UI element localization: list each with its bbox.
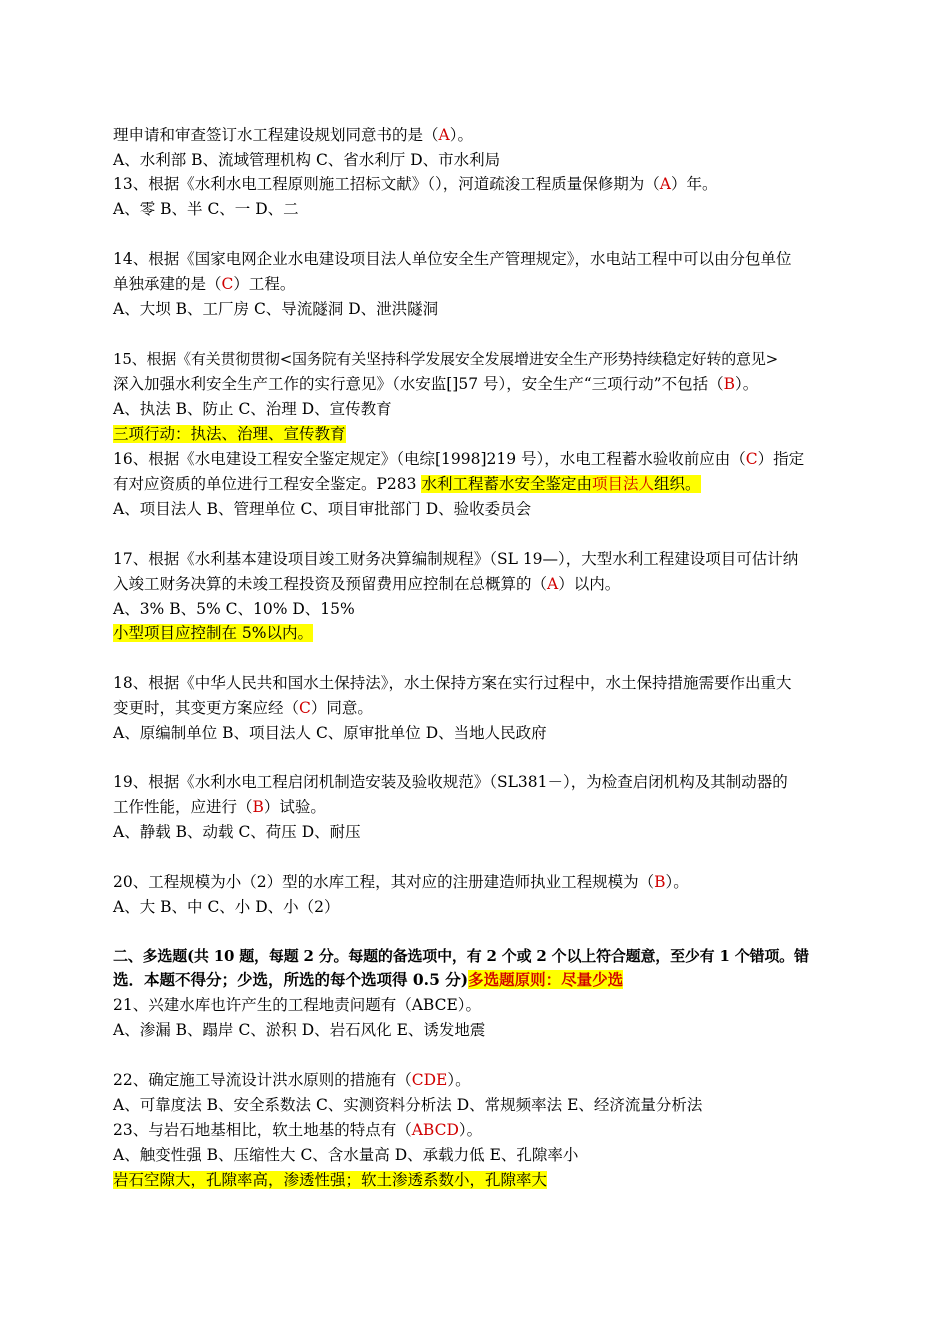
q12-stem	[113, 124, 860, 146]
q23-options: A、触变性强 B、压缩性大 C、含水量高 D、承载力低 E、孔隙率小	[113, 1146, 579, 1164]
q23-end: ）。	[458, 1121, 483, 1139]
q15-line2	[113, 373, 860, 395]
q13-end: ）年。	[670, 175, 718, 193]
q14-options: A、大坝 B、工厂房 C、导流隧洞 D、泄洪隧洞	[113, 300, 439, 318]
q16-note-emphasis: 项目法人	[591, 475, 654, 493]
q14-text: 单独承建的是（	[113, 275, 222, 293]
section2-heading-cont	[113, 969, 860, 991]
q23-stem	[113, 1119, 860, 1141]
q15-note-highlight: 三项行动：执法、治理、宣传教育	[113, 425, 346, 443]
q21-stem: 21、兴建水库也许产生的工程地责问题有（ABCE）。	[113, 996, 482, 1014]
q21-options: A、渗漏 B、蹋岸 C、淤积 D、岩石风化 E、诱发地震	[113, 1021, 486, 1039]
q23-note-highlight: 岩石空隙大，孔隙率高，渗透性强；软土渗透系数小，孔隙率大	[113, 1171, 548, 1189]
q12-end: ）。	[449, 126, 473, 144]
q17-text: 入竣工财务决算的未竣工程投资及预留费用应控制在总概算的（	[113, 575, 548, 593]
q18-options: A、原编制单位 B、项目法人 C、原审批单位 D、当地人民政府	[113, 724, 547, 742]
q13-stem	[113, 173, 860, 195]
q22-text: 22、确定施工导流设计洪水原则的措施有（	[113, 1071, 412, 1089]
q17-note-highlight: 小型项目应控制在 5%以内。	[113, 624, 314, 642]
q15-answer: B	[723, 375, 735, 393]
q18-end: ）同意。	[310, 699, 373, 717]
q16-answer: C	[745, 450, 758, 468]
q18-line2	[113, 697, 860, 719]
q17-answer: A	[547, 575, 559, 593]
q20-text: 20、工程规模为小（2）型的水库工程，其对应的注册建造师执业工程规模为（	[113, 873, 655, 891]
q23-note	[113, 1169, 860, 1191]
q23-answer: ABCD	[411, 1121, 459, 1139]
q14-line1: 14、根据《国家电网企业水电建设项目法人单位安全生产管理规定》，水电站工程中可以由分包单位	[113, 250, 792, 268]
q15-text: 深入加强水利安全生产工作的实行意见》（水安监[]57 号），安全生产“三项行动”不包括（	[113, 375, 724, 393]
q22-stem	[113, 1069, 860, 1091]
q19-text: 工作性能，应进行（	[113, 798, 253, 816]
q19-line2	[113, 796, 860, 818]
q19-answer: B	[252, 798, 264, 816]
q15-note	[113, 423, 860, 445]
q15-line1: 15、根据《有关贯彻贯彻<国务院有关坚持科学发展安全发展增进安全生产形势持续稳定好转的意见>	[113, 350, 779, 368]
q18-line1: 18、根据《中华人民共和国水土保持法》，水土保持方案在实行过程中，水土保持措施需要作出重大	[113, 674, 792, 692]
q16-text-end: ）指定	[757, 450, 805, 468]
q17-end: ）以内。	[558, 575, 621, 593]
q16-text: 16、根据《水电建设工程安全鉴定规定》（电综[1998]219 号），水电工程蓄水验收前应由（	[113, 450, 746, 468]
q14-line2	[113, 273, 860, 295]
q20-answer: B	[654, 873, 666, 891]
q16-line2	[113, 473, 860, 495]
section2-heading: 二、多选题(共 10 题，每题 2 分。每题的备选项中，有 2 个或 2 个以上符合题意，至少有 1 个错项。错	[113, 947, 809, 965]
q23-text: 23、与岩石地基相比，软土地基的特点有（	[113, 1121, 412, 1139]
q13-text: 13、根据《水利水电工程原则施工招标文献》（），河道疏浚工程质量保修期为（	[113, 175, 660, 193]
q20-options: A、大 B、中 C、小 D、小（2）	[113, 898, 340, 916]
q16-options: A、项目法人 B、管理单位 C、项目审批部门 D、验收委员会	[113, 500, 532, 518]
q16-note-highlight: 水利工程蓄水安全鉴定由	[421, 475, 592, 493]
section2-rule-highlight: 多选题原则：尽量少选	[468, 970, 624, 989]
q17-note	[113, 622, 860, 644]
q14-answer: C	[221, 275, 234, 293]
q16-note-end: 组织。	[653, 475, 701, 493]
q17-line2	[113, 573, 860, 595]
q17-line1: 17、根据《水利基本建设项目竣工财务决算编制规程》（SL 19—），大型水利工程建设项目可估计纳	[113, 550, 799, 568]
q22-options: A、可靠度法 B、安全系数法 C、实测资料分析法 D、常规频率法 E、经济流量分析法	[113, 1096, 703, 1114]
q12-text: 理申请和审查签订水工程建设规划同意书的是（	[113, 126, 439, 144]
q18-answer: C	[299, 699, 311, 717]
q17-options: A、3% B、5% C、10% D、15%	[113, 600, 355, 618]
q22-answer: CDE	[411, 1071, 448, 1089]
q19-options: A、静载 B、动载 C、荷压 D、耐压	[113, 823, 361, 841]
q19-end: ）试验。	[263, 798, 326, 816]
q13-options: A、零 B、半 C、一 D、二	[113, 200, 299, 218]
q19-line1: 19、根据《水利水电工程启闭机制造安装及验收规范》（SL381－），为检查启闭机构及其制动器的	[113, 773, 788, 791]
section2-text: 选．本题不得分；少选，所选的每个选项得 0.5 分)	[113, 970, 469, 989]
q15-options: A、执法 B、防止 C、治理 D、宣传教育	[113, 400, 392, 418]
q12-options: A、水利部 B、流域管理机构 C、省水利厅 D、市水利局	[113, 151, 501, 169]
q12-answer: A	[438, 126, 450, 144]
q22-end: ）。	[447, 1071, 471, 1089]
q13-answer: A	[659, 175, 671, 193]
q18-text: 变更时，其变更方案应经（	[113, 699, 300, 717]
q16-line1	[113, 448, 860, 470]
q16-text2: 有对应资质的单位进行工程安全鉴定。P283	[113, 475, 422, 493]
q15-end: ）。	[735, 375, 759, 393]
q20-end: ）。	[665, 873, 689, 891]
q14-end: ）工程。	[233, 275, 296, 293]
q20-stem	[113, 871, 860, 893]
